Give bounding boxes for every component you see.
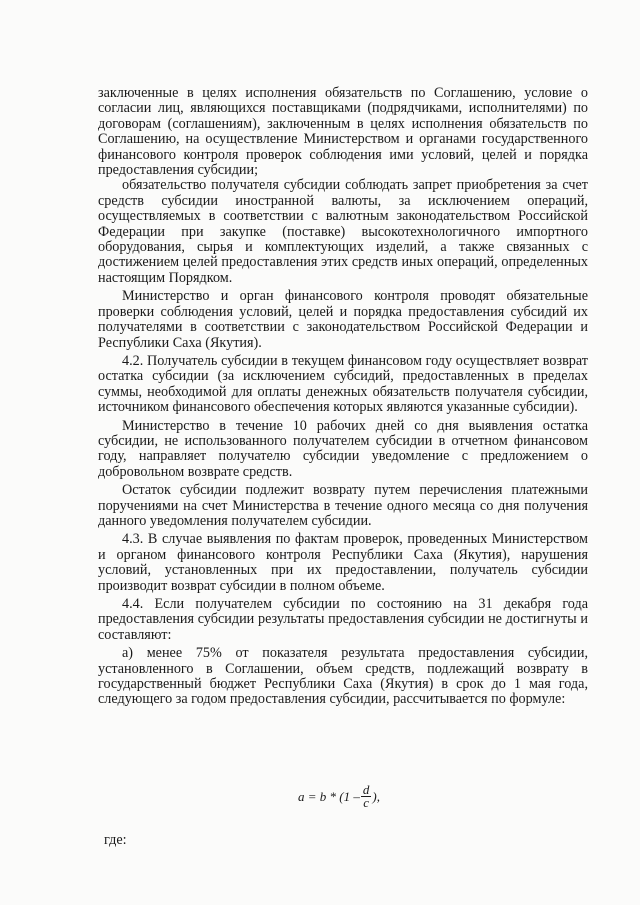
paragraph-currency-prohibition: обязательство получателя субсидии соблюдать запрет приобретения за счет средств субсидии иностранной валюты, за исключением операций, осуществляемых в соответствии с валютным законодательством Российской Федерации при закупке (поставке) высокотехнологичного импортного оборудования, сырья и комплектующих изделий, а также связанных с достижением целей предоставления этих средств иных операций, определенных настоящим Порядком. [98,177,588,286]
where-label: где: [104,832,127,848]
paragraph-subitem-a: а) менее 75% от показателя результата предоставления субсидии, установленного в Соглашении, объем средств, подлежащий возврату в государственный бюджет Республики Саха (Якутия) в срок до 1 мая года, следующего за годом предоставления субсидии, рассчитывается по формуле: [98,645,588,708]
formula-lhs: a = b * (1 – [298,788,360,804]
paragraph-mandatory-inspections: Министерство и орган финансового контроля проводят обязательные проверки соблюдения условий, целей и порядка предоставления субсидий их получателями в соответствии с законодательством Российской Федерации и Республики Саха (Якутия). [98,288,588,351]
paragraph-contract-conditions: заключенные в целях исполнения обязательств по Соглашению, условие о согласии лиц, являющихся поставщиками (подрядчиками, исполнителями) по договорам (соглашениям), заключенным в целях исполнения обязательств по Соглашению, на осуществление Министерством и органами государственного финансового контроля проверок соблюдения ими условий, целей и порядка предоставления субсидии; [98,85,588,179]
formula-denominator: c [363,795,369,810]
formula-fraction [361,784,372,809]
formula-numerator: d [362,782,370,797]
document-body [98,86,588,708]
return-amount-formula [298,784,380,809]
paragraph-4-3-violations: 4.3. В случае выявления по фактам проверок, проведенных Министерством и органом финансового контроля Республики Саха (Якутия), нарушения условий, установленных при их предоставлении, получатель субсидии производит возврат субсидии в полном объеме. [98,531,588,594]
paragraph-ministry-notification: Министерство в течение 10 рабочих дней со дня выявления остатка субсидии, не использованного получателем субсидии в отчетном финансовом году, направляет получателю субсидии уведомление с предложением о добровольном возврате средств. [98,417,588,480]
formula-rhs: ), [372,788,380,804]
paragraph-remainder-transfer: Остаток субсидии подлежит возврату путем перечисления платежными поручениями на счет Министерства в течение одного месяца со дня получения данного уведомления получателем субсидии. [98,482,588,529]
paragraph-4-4-results: 4.4. Если получателем субсидии по состоянию на 31 декабря года предоставления субсидии результаты предоставления субсидии не достигнуты и составляют: [98,596,588,643]
paragraph-4-2-remainder-return: 4.2. Получатель субсидии в текущем финансовом году осуществляет возврат остатка субсидии (за исключением субсидий, предоставленных в пределах суммы, необходимой для оплаты денежных обязательств получателя субсидии, источником финансового обеспечения которых являются указанные субсидии). [98,352,588,416]
